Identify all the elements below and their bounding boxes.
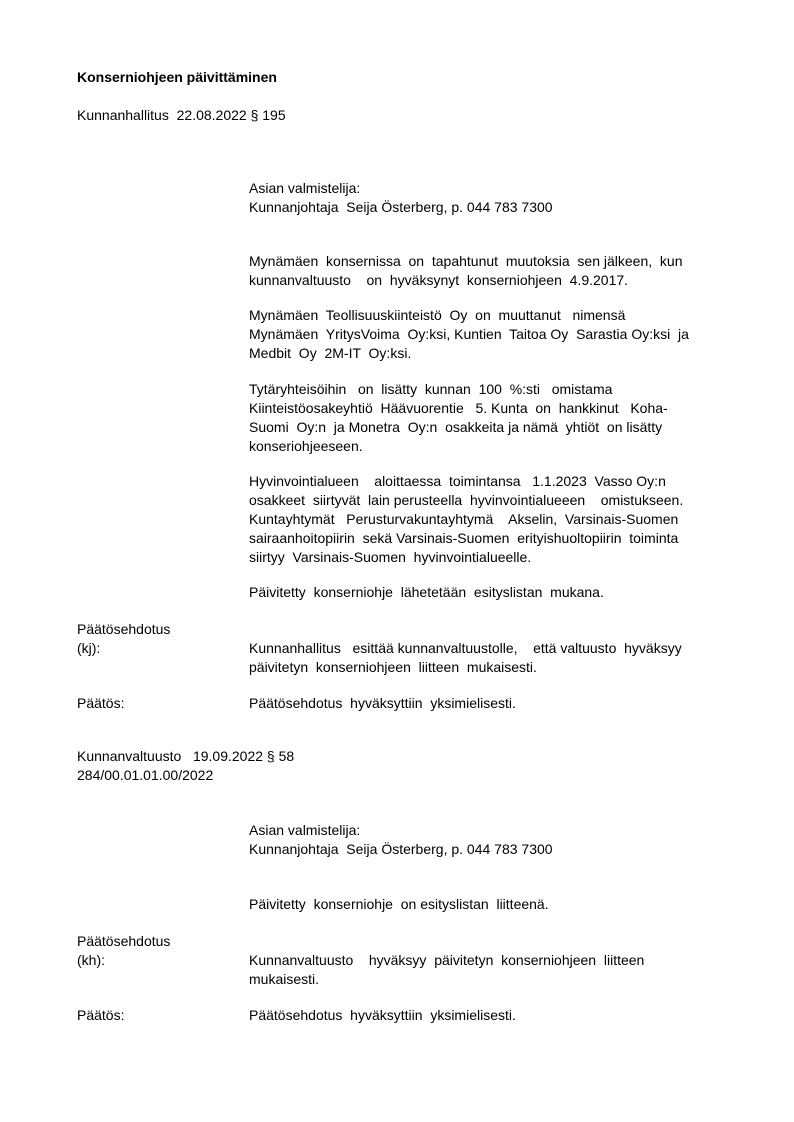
paragraph	[249, 252, 749, 290]
paragraph	[249, 306, 749, 363]
paragraph-line: sairaanhoitopiirin sekä Varsinais-Suomen erityishuoltopiirin toiminta	[249, 530, 679, 546]
paragraph-line: Hyvinvointialueen aloittaessa toimintansa 1.1.2023 Vasso Oy:n	[249, 473, 666, 489]
paragraph-line: kunnanvaltuusto on hyväksynyt konserniohjeen 4.9.2017.	[249, 272, 629, 288]
paragraph-line: siirtyy Varsinais-Suomen hyvinvointialueelle.	[249, 549, 532, 565]
paragraph-line: Päivitetty konserniohje lähetetään esityslistan mukana.	[249, 584, 604, 600]
paragraph-line: Kiinteistöosakeyhtiö Häävuorentie 5. Kunta on hankkinut Koha-	[249, 400, 668, 416]
meeting-heading-council: Kunnanvaltuusto 19.09.2022 § 58	[77, 748, 295, 764]
proposal-label-suffix: (kj):	[77, 640, 101, 656]
proposal-line: Kunnanhallitus esittää kunnanvaltuustolle, että valtuusto hyväksyy	[249, 640, 682, 656]
paragraph	[249, 583, 749, 602]
preparer-name: Kunnanjohtaja Seija Österberg, p. 044 783 7300	[249, 199, 553, 215]
paragraph-line: Kuntayhtymät Perusturvakuntayhtymä Akselin, Varsinais-Suomen	[249, 511, 679, 527]
proposal-text	[249, 639, 749, 677]
decision-label: Päätös:	[77, 1007, 125, 1023]
proposal-text	[249, 951, 749, 989]
paragraph-line: osakkeet siirtyvät lain perusteella hyvinvointialueeen omistukseen.	[249, 492, 684, 508]
preparer-label: Asian valmistelija:	[249, 822, 361, 838]
proposal-label: Päätösehdotus	[77, 933, 171, 949]
paragraph	[249, 380, 749, 456]
decision-text: Päätösehdotus hyväksyttiin yksimielisesti.	[249, 1007, 516, 1023]
paragraph-line: Medbit Oy 2M-IT Oy:ksi.	[249, 345, 412, 361]
preparer-name: Kunnanjohtaja Seija Österberg, p. 044 783 7300	[249, 841, 553, 857]
proposal-label-suffix: (kh):	[77, 952, 105, 968]
proposal-line: päivitetyn konserniohjeen liitteen mukaisesti.	[249, 659, 537, 675]
proposal-label: Päätösehdotus	[77, 621, 171, 637]
paragraph-line: Suomi Oy:n ja Monetra Oy:n osakkeita ja nämä yhtiöt on lisätty	[249, 419, 663, 435]
decision-label: Päätös:	[77, 695, 125, 711]
paragraph-line: konseriohjeeseen.	[249, 438, 363, 454]
proposal-line: mukaisesti.	[249, 971, 320, 987]
document-title: Konserniohjeen päivittäminen	[77, 69, 277, 85]
paragraph-line: Mynämäen YritysVoima Oy:ksi, Kuntien Taitoa Oy Sarastia Oy:ksi ja	[249, 326, 689, 342]
meeting-heading-board: Kunnanhallitus 22.08.2022 § 195	[77, 107, 286, 123]
proposal-line: Kunnanvaltuusto hyväksyy päivitetyn konserniohjeen liitteen	[249, 952, 645, 968]
paragraph-line: Mynämäen konsernissa on tapahtunut muutoksia sen jälkeen, kun	[249, 253, 683, 269]
paragraph	[249, 472, 749, 567]
record-number: 284/00.01.01.00/2022	[77, 767, 214, 783]
paragraph: Päivitetty konserniohje on esityslistan liitteenä.	[249, 896, 549, 912]
preparer-label: Asian valmistelija:	[249, 180, 361, 196]
paragraph-line: Mynämäen Teollisuuskiinteistö Oy on muuttanut nimensä	[249, 307, 626, 323]
paragraph-line: Tytäryhteisöihin on lisätty kunnan 100 %:sti omistama	[249, 381, 613, 397]
decision-text: Päätösehdotus hyväksyttiin yksimielisesti.	[249, 695, 516, 711]
